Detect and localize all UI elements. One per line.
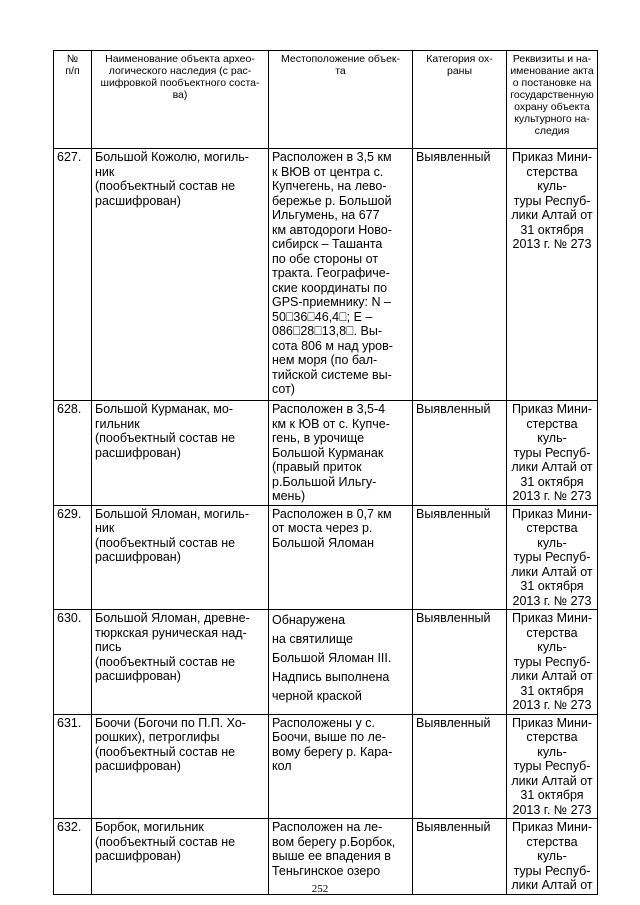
row-number: 629. bbox=[54, 505, 92, 610]
row-number: 628. bbox=[54, 401, 92, 506]
object-composition: (пообъектный состав не расшифрован) bbox=[95, 654, 236, 683]
act-cell: Приказ Мини- стерства куль- туры Респуб- лики Алтай от bbox=[507, 819, 598, 895]
row-number: 632. bbox=[54, 819, 92, 895]
object-name: Большой Курманак, мо- гильник bbox=[95, 402, 233, 431]
object-name-cell bbox=[92, 610, 269, 715]
object-composition: (пообъектный состав не расшифрован) bbox=[95, 535, 236, 564]
object-name-cell bbox=[92, 149, 269, 401]
category-cell: Выявленный bbox=[413, 610, 507, 715]
heritage-registry-table bbox=[53, 50, 598, 895]
category-cell: Выявленный bbox=[413, 819, 507, 895]
location-cell: Обнаружена на святилище Большой Яломан III. Надпись выполнена черной краской bbox=[269, 610, 413, 715]
row-number: 630. bbox=[54, 610, 92, 715]
object-name: Большой Яломан, могиль- ник bbox=[95, 506, 249, 535]
page-number: 252 bbox=[311, 883, 329, 895]
location-cell: Расположен в 0,7 км от моста через р. Большой Яломан bbox=[269, 505, 413, 610]
category-cell: Выявленный bbox=[413, 149, 507, 401]
table-row bbox=[54, 401, 598, 506]
object-name-cell bbox=[92, 401, 269, 506]
object-name-cell bbox=[92, 505, 269, 610]
location-cell: Расположены у с. Боочи, выше по ле- вому берегу р. Кара- кол bbox=[269, 714, 413, 819]
header-location: Местоположение объек- та bbox=[269, 51, 413, 149]
header-object-name: Наименование объекта архео- логического наследия (с рас- шифровкой пообъектного соста- ва) bbox=[92, 51, 269, 149]
category-cell: Выявленный bbox=[413, 505, 507, 610]
header-act-details: Реквизиты и на- именование акта о постановке на государственную охрану объекта культурного на- следия bbox=[507, 51, 598, 149]
location-cell: Расположен в 3,5 км к ВЮВ от центра с. Купчегень, на лево- бережье р. Большой Ильгумень, на 677 км автодороги Ново- сибирск – Ташанта по обе стороны от тракта. Географиче- ские координаты по GPS-приемнику: N – 50⎕36⎕46,4⎕; E – 086⎕28⎕13,8⎕. Вы- сота 806 м над уров- нем моря (по бал- тийской системе вы- сот) bbox=[269, 149, 413, 401]
header-protection-category: Категория ох- раны bbox=[413, 51, 507, 149]
object-composition: (пообъектный состав не расшифрован) bbox=[95, 834, 236, 863]
table-row bbox=[54, 714, 598, 819]
table-row bbox=[54, 505, 598, 610]
row-number: 627. bbox=[54, 149, 92, 401]
object-name: Большой Яломан, древне- тюркская руническая над- пись bbox=[95, 611, 250, 654]
object-name: Борбок, могильник bbox=[95, 820, 204, 834]
table-row bbox=[54, 149, 598, 401]
table-row bbox=[54, 610, 598, 715]
category-cell: Выявленный bbox=[413, 714, 507, 819]
act-cell: Приказ Мини- стерства куль- туры Респуб- лики Алтай от 31 октября 2013 г. № 273 bbox=[507, 714, 598, 819]
act-cell: Приказ Мини- стерства куль- туры Респуб- лики Алтай от 31 октября 2013 г. № 273 bbox=[507, 505, 598, 610]
object-composition: (пообъектный состав не расшифрован) bbox=[95, 431, 236, 460]
object-name: Большой Кожолю, могиль- ник bbox=[95, 150, 249, 179]
object-name: Боочи (Богочи по П.П. Хо- рошких), петроглифы bbox=[95, 715, 246, 744]
category-cell: Выявленный bbox=[413, 401, 507, 506]
location-cell: Расположен в 3,5-4 км к ЮВ от с. Купче- гень, в урочище Большой Курманак (правый приток р.Большой Ильгу- мень) bbox=[269, 401, 413, 506]
location-cell: Расположен на ле- вом берегу р.Борбок, выше ее впадения в Теньгинское озеро bbox=[269, 819, 413, 895]
act-cell: Приказ Мини- стерства куль- туры Респуб- лики Алтай от 31 октября 2013 г. № 273 bbox=[507, 610, 598, 715]
object-composition: (пообъектный состав не расшифрован) bbox=[95, 179, 236, 208]
act-cell: Приказ Мини- стерства куль- туры Респуб- лики Алтай от 31 октября 2013 г. № 273 bbox=[507, 401, 598, 506]
object-composition: (пообъектный состав не расшифрован) bbox=[95, 744, 236, 773]
table-header-row bbox=[54, 51, 598, 149]
object-name-cell bbox=[92, 714, 269, 819]
act-cell: Приказ Мини- стерства куль- туры Респуб- лики Алтай от 31 октября 2013 г. № 273 bbox=[507, 149, 598, 401]
header-number: № п/п bbox=[54, 51, 92, 149]
row-number: 631. bbox=[54, 714, 92, 819]
